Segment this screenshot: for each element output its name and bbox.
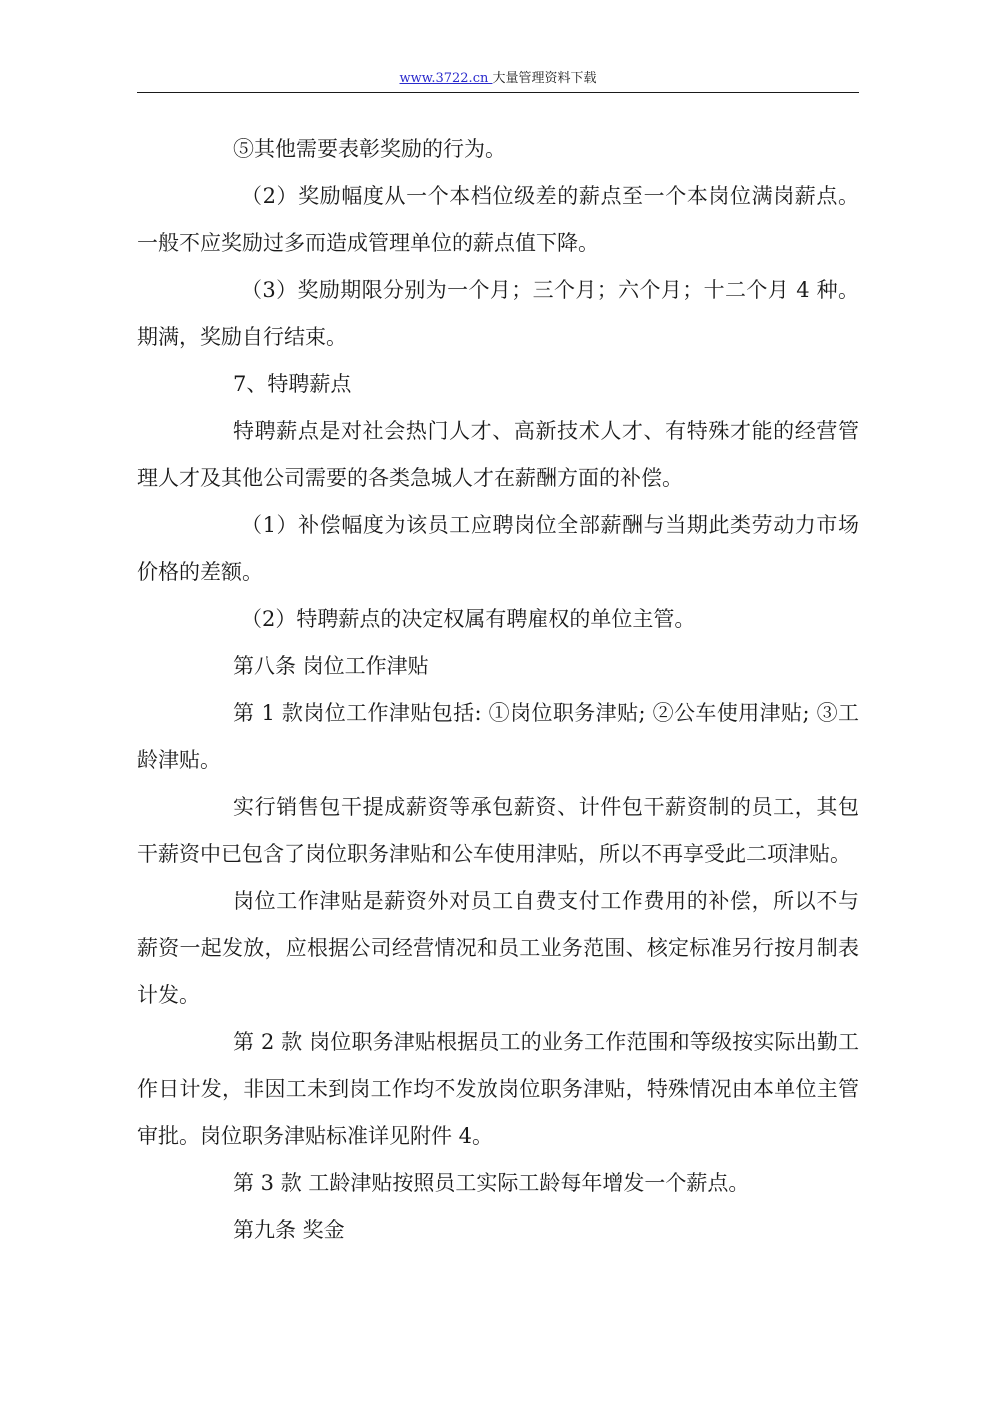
paragraph: 特聘薪点是对社会热门人才、高新技术人才、有特殊才能的经营管理人才及其他公司需要的各类急城人才在薪酬方面的补偿。	[137, 419, 859, 490]
page-header	[137, 70, 859, 88]
paragraph: 第九条 奖金	[233, 1218, 345, 1242]
paragraph: 第 3 款 工龄津贴按照员工实际工龄每年增发一个薪点。	[233, 1171, 750, 1195]
paragraph: 第 1 款岗位工作津贴包括: ①岗位职务津贴; ②公车使用津贴; ③工龄津贴。	[137, 701, 859, 772]
paragraph: 7、特聘薪点	[233, 372, 352, 396]
header-divider	[137, 92, 859, 93]
header-site-link[interactable]: www.3722.cn	[399, 71, 493, 86]
paragraph: （2）奖励幅度从一个本档位级差的薪点至一个本岗位满岗薪点。一般不应奖励过多而造成管理单位的薪点值下降。	[137, 184, 859, 255]
paragraph: ⑤其他需要表彰奖励的行为。	[233, 137, 506, 161]
paragraph: 实行销售包干提成薪资等承包薪资、计件包干薪资制的员工，其包干薪资中已包含了岗位职务津贴和公车使用津贴，所以不再享受此二项津贴。	[137, 795, 859, 866]
header-tagline: 大量管理资料下载	[492, 71, 597, 86]
paragraph: 岗位工作津贴是薪资外对员工自费支付工作费用的补偿，所以不与薪资一起发放，应根据公司经营情况和员工业务范围、核定标准另行按月制表计发。	[137, 889, 859, 1007]
paragraph: （2）特聘薪点的决定权属有聘雇权的单位主管。	[241, 607, 696, 631]
paragraph: 第八条 岗位工作津贴	[233, 654, 429, 678]
document-body	[137, 126, 859, 1254]
paragraph: 第 2 款 岗位职务津贴根据员工的业务工作范围和等级按实际出勤工作日计发，非因工未到岗工作均不发放岗位职务津贴，特殊情况由本单位主管审批。岗位职务津贴标准详见附件 4。	[137, 1030, 859, 1148]
paragraph: （3）奖励期限分别为一个月；三个月；六个月；十二个月 4 种。期满，奖励自行结束。	[137, 278, 859, 349]
paragraph: （1）补偿幅度为该员工应聘岗位全部薪酬与当期此类劳动力市场价格的差额。	[137, 513, 859, 584]
